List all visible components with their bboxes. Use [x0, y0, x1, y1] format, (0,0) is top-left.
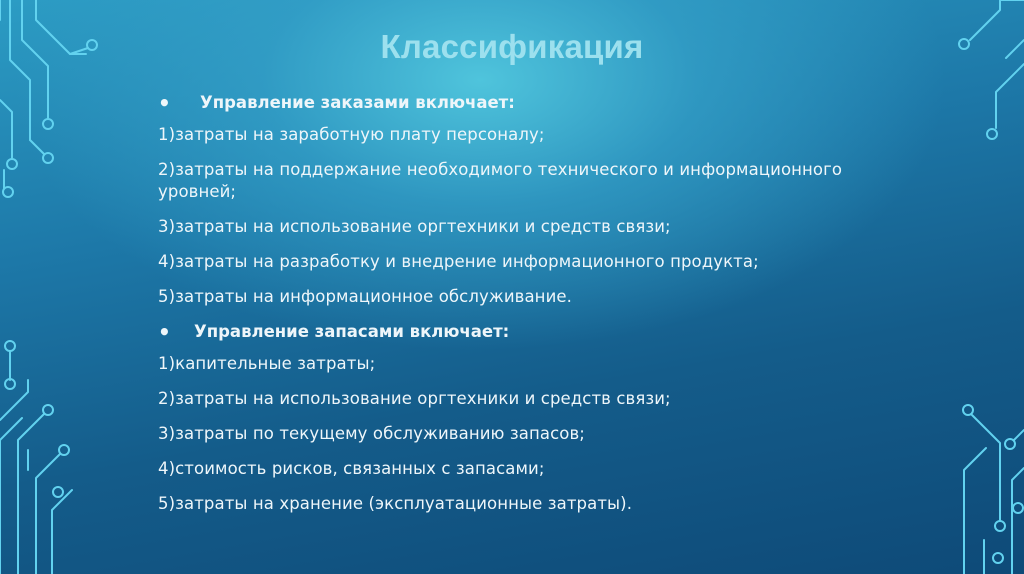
list-item: 1)затраты на заработную плату персоналу; — [158, 125, 545, 144]
list-item: 5)затраты на хранение (эксплуатационные затраты). — [158, 494, 633, 513]
list-item: 2)затраты на поддержание необходимого технического и информационного уровней; — [158, 160, 843, 201]
circuit-top-right — [959, 0, 1024, 139]
slide-content — [158, 92, 878, 528]
list-item: 4)стоимость рисков, связанных с запасами; — [158, 459, 545, 478]
list-item: 1)капительные затраты; — [158, 354, 376, 373]
section-heading-text: Управление заказами включает: — [200, 93, 515, 112]
section-heading-orders — [158, 92, 878, 114]
bullet-icon: • — [158, 91, 171, 115]
circuit-right-lower — [963, 405, 1024, 574]
list-item: 3)затраты на использование оргтехники и средств связи; — [158, 217, 671, 236]
slide-title: Классификация — [380, 28, 644, 65]
section-heading-text: Управление запасами включает: — [194, 322, 510, 341]
list-item: 4)затраты на разработку и внедрение информационного продукта; — [158, 252, 759, 271]
circuit-left-lower — [0, 341, 72, 574]
list-item: 2)затраты на использование оргтехники и средств связи; — [158, 389, 671, 408]
bullet-icon: • — [158, 320, 171, 344]
list-item: 3)затраты по текущему обслуживанию запасов; — [158, 424, 585, 443]
section-heading-stock — [158, 321, 878, 343]
list-item: 5)затраты на информационное обслуживание. — [158, 287, 572, 306]
